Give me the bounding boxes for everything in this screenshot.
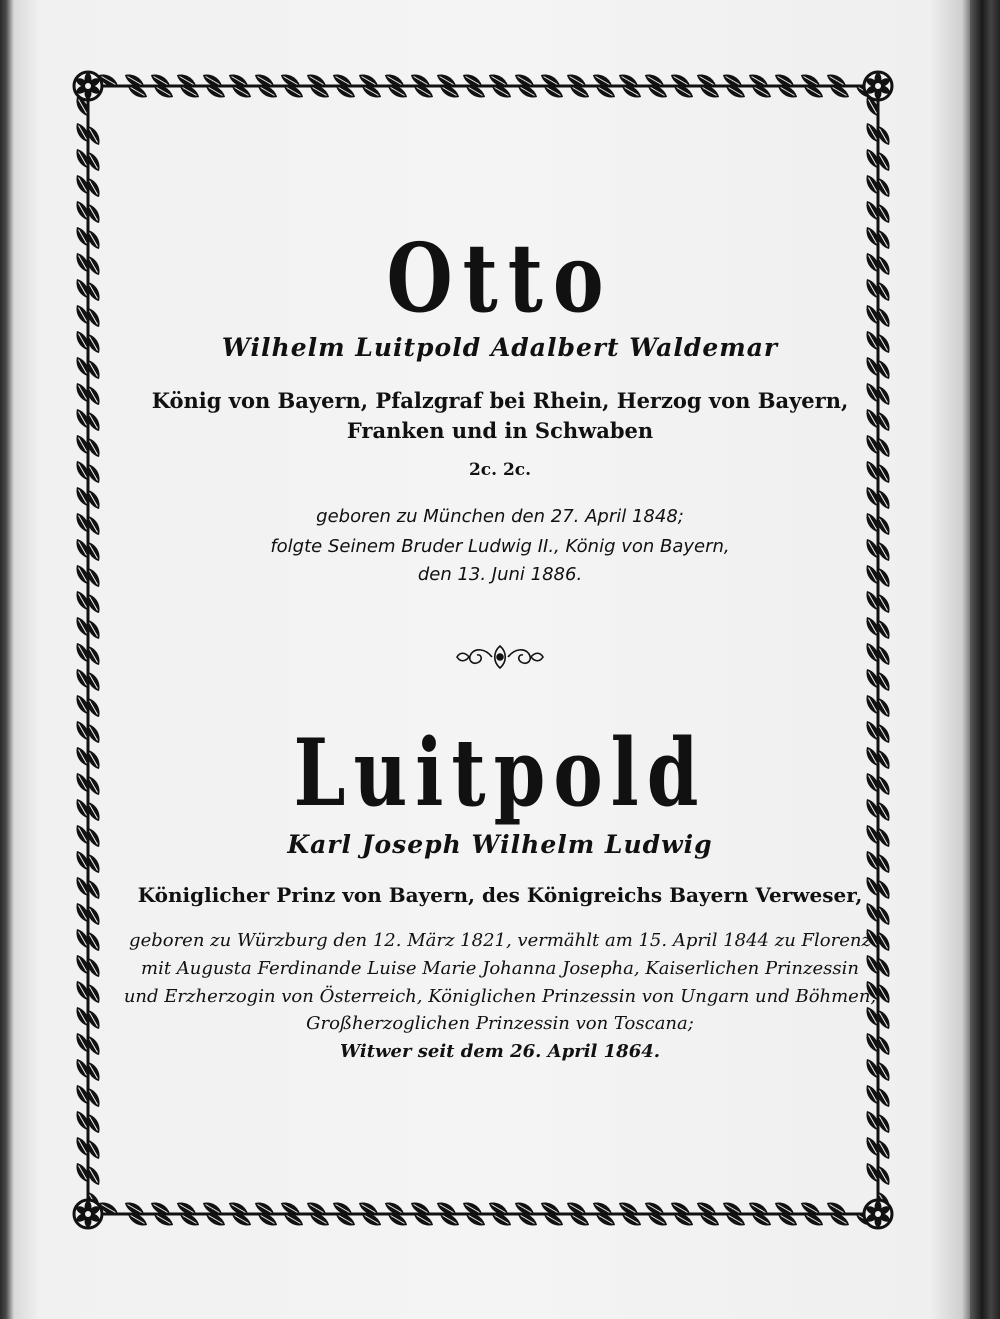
otto-name-heading: Otto bbox=[386, 222, 614, 334]
otto-succession-date: den 13. Juni 1886. bbox=[417, 564, 583, 585]
book-edge bbox=[970, 0, 1000, 1319]
otto-title-line1: König von Bayern, Pfalzgraf bei Rhein, Herzog von Bayern, bbox=[151, 388, 849, 413]
otto-given-names: Wilhelm Luitpold Adalbert Waldemar bbox=[221, 333, 779, 362]
otto-etc: 2c. 2c. bbox=[468, 460, 532, 480]
luitpold-bio-line2: mit Augusta Ferdinande Luise Marie Johanna Josepha, Kaiserlichen Prinzessin bbox=[141, 958, 859, 979]
luitpold-bio-line4: Großherzoglichen Prinzessin von Toscana; bbox=[306, 1013, 694, 1034]
luitpold-name-heading: Luitpold bbox=[293, 720, 707, 828]
otto-succession-line: folgte Seinem Bruder Ludwig II., König von Bayern, bbox=[270, 536, 730, 557]
floral-divider-icon bbox=[455, 642, 545, 672]
luitpold-title: Königlicher Prinz von Bayern, des Königreichs Bayern Verweser, bbox=[137, 883, 863, 907]
otto-title-line2: Franken und in Schwaben bbox=[346, 418, 654, 443]
luitpold-given-names: Karl Joseph Wilhelm Ludwig bbox=[287, 830, 713, 859]
luitpold-bio-line5: Witwer seit dem 26. April 1864. bbox=[339, 1041, 661, 1062]
otto-birth-line: geboren zu München den 27. April 1848; bbox=[316, 506, 684, 527]
luitpold-bio-line3: und Erzherzogin von Österreich, Königlichen Prinzessin von Ungarn und Böhmen, bbox=[123, 986, 877, 1007]
luitpold-bio-line1: geboren zu Würzburg den 12. März 1821, vermählt am 15. April 1844 zu Florenz bbox=[129, 930, 871, 951]
